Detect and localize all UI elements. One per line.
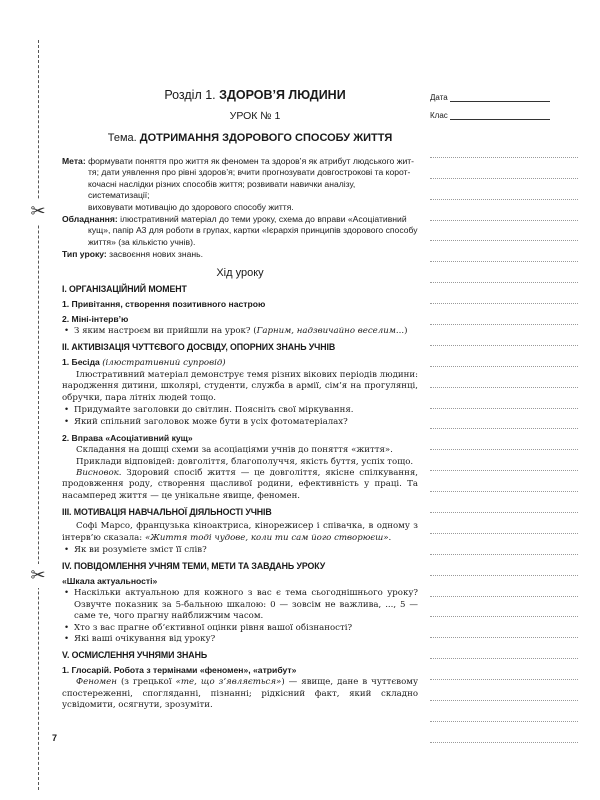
note-line[interactable]: [430, 429, 578, 450]
lesson-number: УРОК № 1: [229, 110, 281, 122]
subheading: 1. Привітання, створення позитивного настрою: [62, 298, 266, 309]
note-line[interactable]: [430, 409, 578, 430]
conclusion: Висновок. Здоровий спосіб життя — це довголіття, якісне спілкування, продовження роду, створення щасливої родини, ефективність у праці. Та насамперед життя — це унікальне явище, феномен.: [62, 467, 418, 501]
note-line[interactable]: [430, 659, 578, 680]
section-title: Розділ 1. ЗДОРОВ’Я ЛЮДИНИ: [164, 88, 346, 102]
note-line[interactable]: [430, 555, 578, 576]
date-label: Дата: [430, 93, 448, 102]
list-item: • Який спільний заголовок може бути в усіх фотоматеріалах?: [62, 417, 418, 428]
paragraph: Софі Марсо, французька кіноактриса, кінорежисер і співачка, в одному з інтерв’ю сказала: «Життя тоді чудове, коли ти сам його створюєш».: [62, 521, 418, 543]
list-item: • Хто з вас прагне об’єктивної оцінки рівня вашої обізнаності?: [62, 623, 418, 634]
note-line[interactable]: [430, 283, 578, 304]
note-line[interactable]: [430, 137, 578, 158]
note-line[interactable]: [430, 471, 578, 492]
lesson-theme: Тема. ДОТРИМАННЯ ЗДОРОВОГО СПОСОБУ ЖИТТЯ: [107, 132, 393, 144]
note-line[interactable]: [430, 221, 578, 242]
lesson-content: [62, 88, 418, 712]
date-field[interactable]: [430, 90, 580, 102]
subheading: 1. Глосарій. Робота з термінами «феномен», «атрибут»: [62, 665, 297, 676]
question-list: [62, 326, 418, 337]
note-line[interactable]: [430, 158, 578, 179]
list-item: • Наскільки актуальною для кожного з вас є тема сьогоднішнього уроку? Озвучте показник за 5-бальною шкалою: 0 — зовсім не важлива, ..., 5 — саме те, чого прагну найближчим часом.: [62, 588, 418, 622]
note-line[interactable]: [430, 346, 578, 367]
note-line[interactable]: [430, 597, 578, 618]
subheading: 2. Вправа «Асоціативний кущ»: [62, 433, 193, 444]
notes-lines[interactable]: [430, 137, 578, 743]
goal-block: Мета: формувати поняття про життя як феномен та здоров’я як атрибут людського жит- тя; дати уявлення про рівні здоров’я; вчити прогнозувати довгострокові та корот- кочасні наслідки різних способів життя; розвивати навички аналізу, систематизації; виховувати мотивацію до здорового способу життя.: [62, 156, 415, 212]
note-line[interactable]: [430, 617, 578, 638]
stage-heading: ІІ. АКТИВІЗАЦІЯ ЧУТТЄВОГО ДОСВІДУ, ОПОРНИХ ЗНАНЬ УЧНІВ: [62, 342, 336, 353]
note-line[interactable]: [430, 304, 578, 325]
note-line[interactable]: [430, 325, 578, 346]
cut-line: [38, 40, 39, 790]
question-list: [62, 545, 418, 556]
note-line[interactable]: [430, 680, 578, 701]
scissors-icon: ✂: [26, 564, 50, 588]
paragraph: Приклади відповідей: довголіття, благополуччя, якість буття, успіх тощо.: [76, 456, 414, 467]
class-line[interactable]: [450, 110, 550, 120]
class-label: Клас: [430, 111, 448, 120]
class-field[interactable]: [430, 108, 580, 120]
note-line[interactable]: [430, 638, 578, 659]
question-list: [62, 588, 418, 645]
note-line[interactable]: [430, 179, 578, 200]
paragraph: Складання на дошці схеми за асоціаціями учнів до поняття «життя».: [76, 445, 393, 456]
note-line[interactable]: [430, 701, 578, 722]
lesson-type: Тип уроку: засвоєння нових знань.: [62, 249, 204, 260]
list-item: • Як ви розумієте зміст її слів?: [62, 545, 418, 556]
stage-heading: IV. ПОВІДОМЛЕННЯ УЧНЯМ ТЕМИ, МЕТИ ТА ЗАВДАНЬ УРОКУ: [62, 561, 326, 572]
paragraph: Ілюстративний матеріал демонструє темя різних вікових періодів людини: народження дитини, школярі, студенти, служба в армії, сім’я на прогулянці, обручки, пара літніх людей тощо.: [62, 370, 418, 403]
date-line[interactable]: [450, 92, 550, 102]
progress-title: Хід уроку: [216, 266, 264, 279]
question-list: [62, 405, 418, 428]
note-line[interactable]: [430, 534, 578, 555]
subheading: 2. Міні-інтерв’ю: [62, 313, 129, 324]
list-item: • Які ваші очікування від уроку?: [62, 634, 418, 645]
subheading: «Шкала актуальності»: [62, 576, 158, 587]
note-line[interactable]: [430, 576, 578, 597]
equipment-block: Обладнання: ілюстративний матеріал до теми уроку, схема до вправи «Асоціативний кущ», папір А3 для роботи в групах, картки «Ієрархія принципів здорового способу життя» (за кількістю учнів).: [62, 214, 418, 247]
term-definition: Феномен (з грецької «те, що з’являється») — явище, дане в чуттєвому спостереженні, спогляданні, пізнанні; рідкісний факт, який складно усвідомити, осягнути, зрозуміти.: [62, 677, 418, 711]
note-line[interactable]: [430, 722, 578, 743]
side-notes-header: [430, 90, 580, 126]
subheading: 1. Бесіда (ілюстративний супровід): [62, 357, 226, 369]
note-line[interactable]: [430, 241, 578, 262]
note-line[interactable]: [430, 513, 578, 534]
note-line[interactable]: [430, 262, 578, 283]
note-line[interactable]: [430, 388, 578, 409]
list-item: • Придумайте заголовки до світлин. Поясніть свої міркування.: [62, 405, 418, 416]
note-line[interactable]: [430, 492, 578, 513]
stage-heading: ІІІ. МОТИВАЦІЯ НАВЧАЛЬНОЇ ДІЯЛЬНОСТІ УЧНІВ: [62, 507, 272, 518]
list-item: • З яким настроєм ви прийшли на урок? (Гарним, надзвичайно веселим...): [62, 326, 418, 337]
scissors-icon: ✂: [26, 200, 50, 224]
note-line[interactable]: [430, 367, 578, 388]
stage-heading: V. ОСМИСЛЕННЯ УЧНЯМИ ЗНАНЬ: [62, 650, 208, 661]
section-name: ЗДОРОВ’Я ЛЮДИНИ: [219, 88, 346, 102]
page-number: 7: [52, 733, 58, 743]
stage-heading: І. ОРГАНІЗАЦІЙНИЙ МОМЕНТ: [62, 283, 187, 294]
note-line[interactable]: [430, 200, 578, 221]
note-line[interactable]: [430, 450, 578, 471]
